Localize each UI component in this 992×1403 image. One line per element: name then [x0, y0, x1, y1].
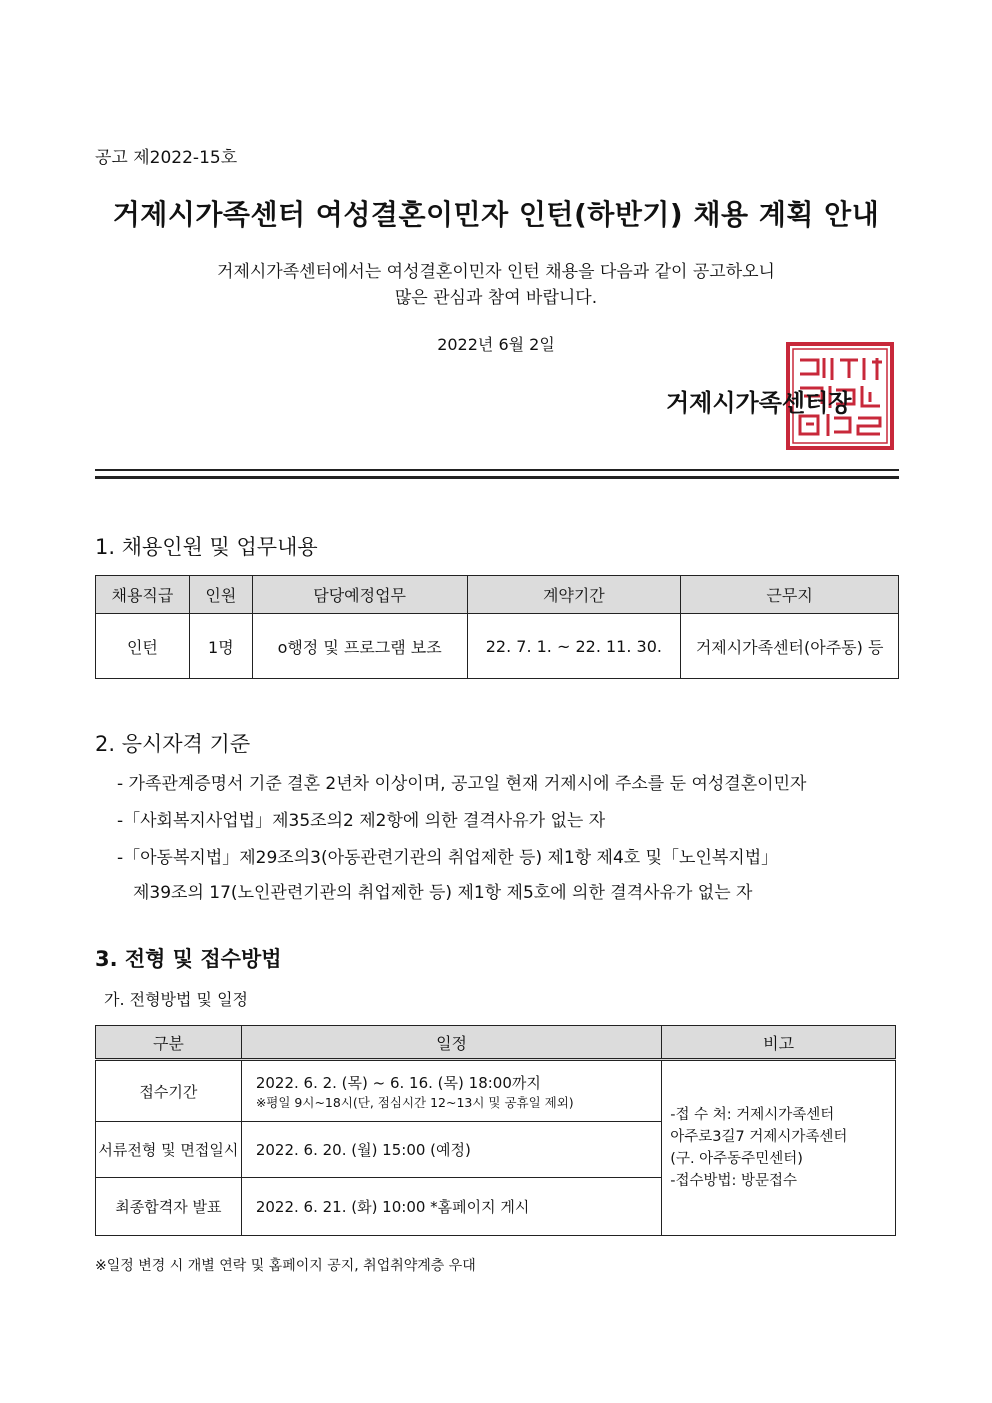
- eligibility-item-2: -「사회복지사업법」제35조의2 제2항에 의한 결격사유가 없는 자: [117, 811, 606, 831]
- intro-line-1: 거제시가족센터에서는 여성결혼이민자 인턴 채용을 다음과 같이 공고하오니: [217, 262, 775, 282]
- footnote: ※일정 변경 시 개별 연락 및 홈페이지 공지, 취업취약계층 우대: [95, 1258, 476, 1274]
- section-3-heading: 3. 전형 및 접수방법: [95, 947, 282, 971]
- cell-contract-period: 22. 7. 1. ~ 22. 11. 30.: [467, 614, 681, 679]
- section-2-heading: 2. 응시자격 기준: [95, 732, 251, 756]
- schedule-table: [95, 1025, 896, 1236]
- eligibility-item-1: - 가족관계증명서 기준 결혼 2년차 이상이며, 공고일 현재 거제시에 주소를 둔 여성결혼이민자: [117, 774, 807, 794]
- notice-date: 2022년 6월 2일: [437, 335, 555, 354]
- column-header: 담당예정업무: [252, 576, 467, 614]
- table-row: [96, 1060, 896, 1122]
- table-header-row: [96, 1026, 896, 1060]
- remarks-line: -접 수 처: 거제시가족센터: [670, 1107, 835, 1123]
- cell-headcount: 1명: [189, 614, 252, 679]
- cell-position: 인턴: [96, 614, 190, 679]
- notice-number: 공고 제2022-15호: [95, 148, 238, 168]
- column-header: 비고: [662, 1026, 896, 1060]
- intro-line-2: 많은 관심과 참여 바랍니다.: [394, 288, 598, 308]
- page-title: 거제시가족센터 여성결혼이민자 인턴(하반기) 채용 계획 안내: [112, 198, 880, 231]
- section-1-heading: 1. 채용인원 및 업무내용: [95, 535, 318, 559]
- remarks-line: (구. 아주동주민센터): [670, 1151, 803, 1167]
- schedule-text: 2022. 6. 2. (목) ~ 6. 16. (목) 18:00까지: [255, 1073, 541, 1092]
- issuer-name: 거제시가족센터장: [666, 389, 852, 417]
- eligibility-item-3: -「아동복지법」제29조의3(아동관련기관의 취업제한 등) 제1항 제4호 및「노인복지법」: [117, 848, 779, 868]
- row-label: 접수기간: [96, 1060, 242, 1122]
- schedule-note: ※평일 9시~18시(단, 점심시간 12~13시 및 공휴일 제외): [255, 1094, 574, 1110]
- subsection-a-heading: 가. 전형방법 및 일정: [104, 990, 248, 1009]
- remarks-line: 아주로3길7 거제시가족센터: [670, 1129, 848, 1145]
- schedule-text: 2022. 6. 20. (월) 15:00 (예정): [241, 1122, 661, 1178]
- column-header: 계약기간: [467, 576, 681, 614]
- schedule-text: 2022. 6. 21. (화) 10:00 *홈페이지 게시: [241, 1178, 661, 1236]
- column-header: 인원: [189, 576, 252, 614]
- cell-workplace: 거제시가족센터(아주동) 등: [681, 614, 899, 679]
- column-header: 일정: [241, 1026, 661, 1060]
- row-label: 최종합격자 발표: [96, 1178, 242, 1236]
- column-header: 구분: [96, 1026, 242, 1060]
- column-header: 근무지: [681, 576, 899, 614]
- row-label: 서류전형 및 면접일시: [96, 1122, 242, 1178]
- column-header: 채용직급: [96, 576, 190, 614]
- eligibility-item-3-cont: 제39조의 17(노인관련기관의 취업제한 등) 제1항 제5호에 의한 결격사유가 없는 자: [133, 883, 753, 903]
- remarks-line: -접수방법: 방문접수: [670, 1173, 798, 1189]
- cell-duties: o행정 및 프로그램 보조: [252, 614, 467, 679]
- table-header-row: [96, 576, 899, 614]
- remarks-cell: [662, 1060, 896, 1236]
- recruitment-table: [95, 575, 899, 679]
- schedule-cell: [241, 1060, 661, 1122]
- divider-thin: [95, 469, 899, 471]
- table-row: [96, 614, 899, 679]
- divider-thick: [95, 476, 899, 479]
